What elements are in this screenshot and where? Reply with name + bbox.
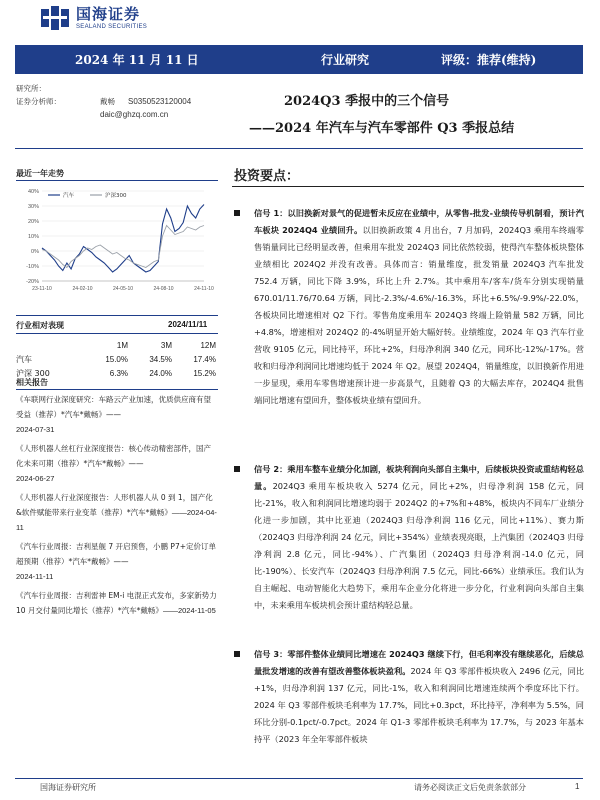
signal-1-lead: 信号 1：以旧换新对景气的促进暂未反应在业绩中，从零售-批发-业绩传导机制看，预计汽车板块 2024Q4 业绩回升。 xyxy=(254,208,584,235)
chart-series-line-1 xyxy=(42,226,204,268)
chart-y-tick-label: 20% xyxy=(27,219,39,225)
trend-divider xyxy=(16,180,218,181)
chart-series-line-0 xyxy=(42,205,204,273)
perf-top-divider xyxy=(16,315,218,316)
signal-2 xyxy=(234,461,584,614)
perf-table xyxy=(16,338,216,380)
signal-2-lead: 信号 2：乘用车整车业绩分化加剧，板块利润向头部自主集中，后续板块投资或重结构轻总量。 xyxy=(254,464,584,491)
related-item-text: 《人形机器人行业深度报告：人形机器人从 0 到 1，国产化&软件赋能带来行业变革（推荐）*汽车*戴畅》 xyxy=(16,493,213,517)
footer-left: 国海证券研究所 xyxy=(40,783,96,792)
chart-y-tick-label: 30% xyxy=(27,204,39,210)
brand-name-cn: 国海证券 xyxy=(76,4,141,23)
perf-cell: 34.5% xyxy=(149,354,172,364)
related-title: 相关报告 xyxy=(16,378,48,387)
related-item-date: 2024-07-31 xyxy=(16,425,55,434)
perf-cell: 15.2% xyxy=(193,368,216,378)
chart-y-tick-label: -10% xyxy=(26,264,39,270)
related-item-date: 2024-11-11 xyxy=(16,572,54,581)
key-points-title: 投资要点： xyxy=(234,169,300,184)
report-date: 2024 年 11 月 11 日 xyxy=(75,53,199,67)
signal-2-body: 2024Q3 乘用车板块收入 5274 亿元，同比+2%，归母净利润 158 亿元，同比-21%，收入和利润同比增速均弱于 2024Q2 的+7%和+48%，板块内不同车厂业绩分化进一步加剧，其中比亚迪（2024Q3 归母净利润 116 亿元，同比+11%）、赛力斯（2024Q3 归母净利润 24 亿元，同比+354%）业绩表现亮眼，上汽集团（2024Q3 归母净利润 2.8 亿元，同比-94%）、广汽集团（2024Q3 归母净利润-14.0 亿元，同比-190%）、长安汽车（2024Q3 归母净利润 7.5 亿元，同比-66%）业绩承压。我们认为自主崛起、电动智能化大趋势下，乘用车企业分化将进一步分化，行业利润向头部自主集中，未来乘用车板块机会预计重结构轻总量。 xyxy=(254,481,584,610)
chart-x-tick-label: 24-08-10 xyxy=(153,286,174,292)
chart-y-tick-label: -20% xyxy=(26,279,39,285)
footer-divider xyxy=(15,778,583,779)
chart-x-tick-label: 24-11-10 xyxy=(194,286,214,292)
related-item-text: 《车联网行业深度研究：车路云产业加速，优质供应商有望受益（推荐）*汽车*戴畅》—— xyxy=(16,395,211,419)
analyst-name: 戴畅 xyxy=(100,97,115,106)
related-item-text: 《汽车行业周报：吉利星舰 7 开启预售，小鹏 P7+定价订单超预期（推荐）*汽车*戴畅》—— xyxy=(16,542,217,566)
brand-name-en: SEALAND SECURITIES xyxy=(76,23,148,30)
brand-logo xyxy=(40,6,147,30)
trend-chart xyxy=(16,183,216,301)
analyst-cert: S0350523120004 xyxy=(128,97,192,106)
chart-y-tick-label: 10% xyxy=(27,234,39,240)
analyst-block xyxy=(16,82,191,121)
researcher-label: 研究所： xyxy=(16,84,46,93)
related-list xyxy=(16,392,218,622)
perf-header-cell: 1M xyxy=(116,340,128,350)
related-item-date: ——2024-04-11 xyxy=(16,508,217,532)
perf-header-cell: 3M xyxy=(160,340,172,350)
perf-date: 2024/11/11 xyxy=(168,320,208,329)
chart-x-tick-label: 24-02-10 xyxy=(72,286,93,292)
report-subtitle: ——2024 年汽车与汽车零部件 Q3 季报总结 xyxy=(249,121,515,136)
related-item[interactable] xyxy=(16,441,218,486)
analyst-email[interactable]: daic@ghzq.com.cn xyxy=(100,110,169,119)
report-type: 行业研究 xyxy=(321,53,370,67)
perf-header-row xyxy=(16,338,216,352)
footer-right: 请务必阅读正文后免责条款部分 xyxy=(414,783,526,792)
related-item-date: ——2024-11-05 xyxy=(162,606,216,615)
related-divider xyxy=(16,389,218,390)
related-item-text: 《汽车行业周报：吉利雷神 EM-i 电混正式发布，多家新势力 10 月交付量同比增长（推荐）*汽车*戴畅》 xyxy=(16,591,217,615)
perf-header-cell xyxy=(16,338,84,352)
related-item[interactable] xyxy=(16,539,218,584)
perf-cell: 17.4% xyxy=(193,354,216,364)
perf-cell: 24.0% xyxy=(149,368,172,378)
page-number: 1 xyxy=(575,782,580,791)
key-points-divider xyxy=(232,186,584,187)
report-rating: 评级：推荐(维持) xyxy=(441,53,537,67)
chart-x-tick-label: 23-11-10 xyxy=(32,286,52,292)
related-item[interactable] xyxy=(16,490,218,535)
related-item-text: 《人形机器人丝杠行业深度报告：核心传动精密部件，国产化未来可期（推荐）*汽车*戴畅》—— xyxy=(16,444,211,468)
perf-divider xyxy=(16,333,218,334)
perf-row xyxy=(16,352,216,366)
chart-x-tick-label: 24-05-10 xyxy=(112,286,134,292)
chart-y-tick-label: 0% xyxy=(31,249,39,255)
title-divider xyxy=(15,148,583,149)
perf-header-cell: 12M xyxy=(200,340,216,350)
related-item[interactable] xyxy=(16,588,218,618)
signal-3-body: 2024 年 Q3 零部件板块收入 2496 亿元，同比+1%，归母净利润 137 亿元，同比-1%，收入和利润同比增速连续两个季度环比下行。2024 年 Q3 零部件板块毛利率为 17.7%，同比+0.3pct，环比持平，净利率为 5.5%，同环比分别-0.1pct/-0.7pct。2024 年 Q1-3 零部件板块毛利率为 17.7%，与 2023 年基本持平（2023 年全年零部件板块 xyxy=(254,666,584,744)
report-title: 2024Q3 季报中的三个信号 xyxy=(284,94,450,109)
perf-cell-name: 沪深 300 xyxy=(16,368,50,378)
related-item-date: 2024-06-27 xyxy=(16,474,55,483)
trend-title: 最近一年走势 xyxy=(16,169,64,178)
signal-1 xyxy=(234,205,584,409)
trend-chart-svg xyxy=(16,183,216,301)
signal-3-lead: 信号 3：零部件整体业绩同比增速在 2024Q3 继续下行，但毛利率没有继续恶化，后续总量批发增速的改善有望改善整体板块盈利。 xyxy=(254,649,584,676)
chart-legend-label: 沪深300 xyxy=(105,193,127,199)
bullet-icon xyxy=(234,210,240,216)
analyst-label: 证券分析师： xyxy=(16,97,61,106)
chart-legend-label: 汽车 xyxy=(63,193,75,199)
perf-cell: 15.0% xyxy=(105,354,128,364)
bullet-icon xyxy=(234,651,240,657)
perf-title: 行业相对表现 xyxy=(16,321,64,330)
logo-icon xyxy=(40,6,70,30)
header-bar xyxy=(15,45,583,74)
related-item[interactable] xyxy=(16,392,218,437)
bullet-icon xyxy=(234,466,240,472)
signal-3 xyxy=(234,646,584,774)
perf-cell-name: 汽车 xyxy=(16,354,32,364)
perf-cell: 6.3% xyxy=(109,368,128,378)
chart-y-tick-label: 40% xyxy=(27,189,39,195)
signal-1-body: 以旧换新政策 4 月出台，7 月加码，2024Q3 乘用车终端零售销量同比已经明显改善，但乘用车批发 2024Q3 同比依然较弱，使得汽车整体板块整体业绩相比 2024Q2 并没有改善。具体而言：销量维度，批发销量 2024Q3 汽车批发 752.4 万辆，同比下降 3.9%，环比上升 2.7%。其中乘用车/客车/货车分别实现销量 670.01/11.76/70.64 万辆，同比-2.3%/-4.6%/-16.3%，环比+6.5%/-9.9%/-22.0%，各板块同比增速相对 Q2 下行。零售角度乘用车 2024Q3 终端上险销量 582 万辆，同比+4.8%，增速相对 2024Q2 的-4%明显开始大幅好转。业绩维度，2024 年 Q3 汽车行业营收 9105 亿元，同比持平，环比+2%，归母净利润 340 亿元，同环比-12%/-17%。营收和归母净利润同比增速均低于 2024 年 Q2。展望 2024Q4，销量维度，以旧换新作用进一步显现，乘用车零售增速预计进一步高景气，且随着 Q3 的大幅去库存，2024Q4 批售端同比增速有望回升，整体板块业绩有望回升。 xyxy=(254,225,584,405)
